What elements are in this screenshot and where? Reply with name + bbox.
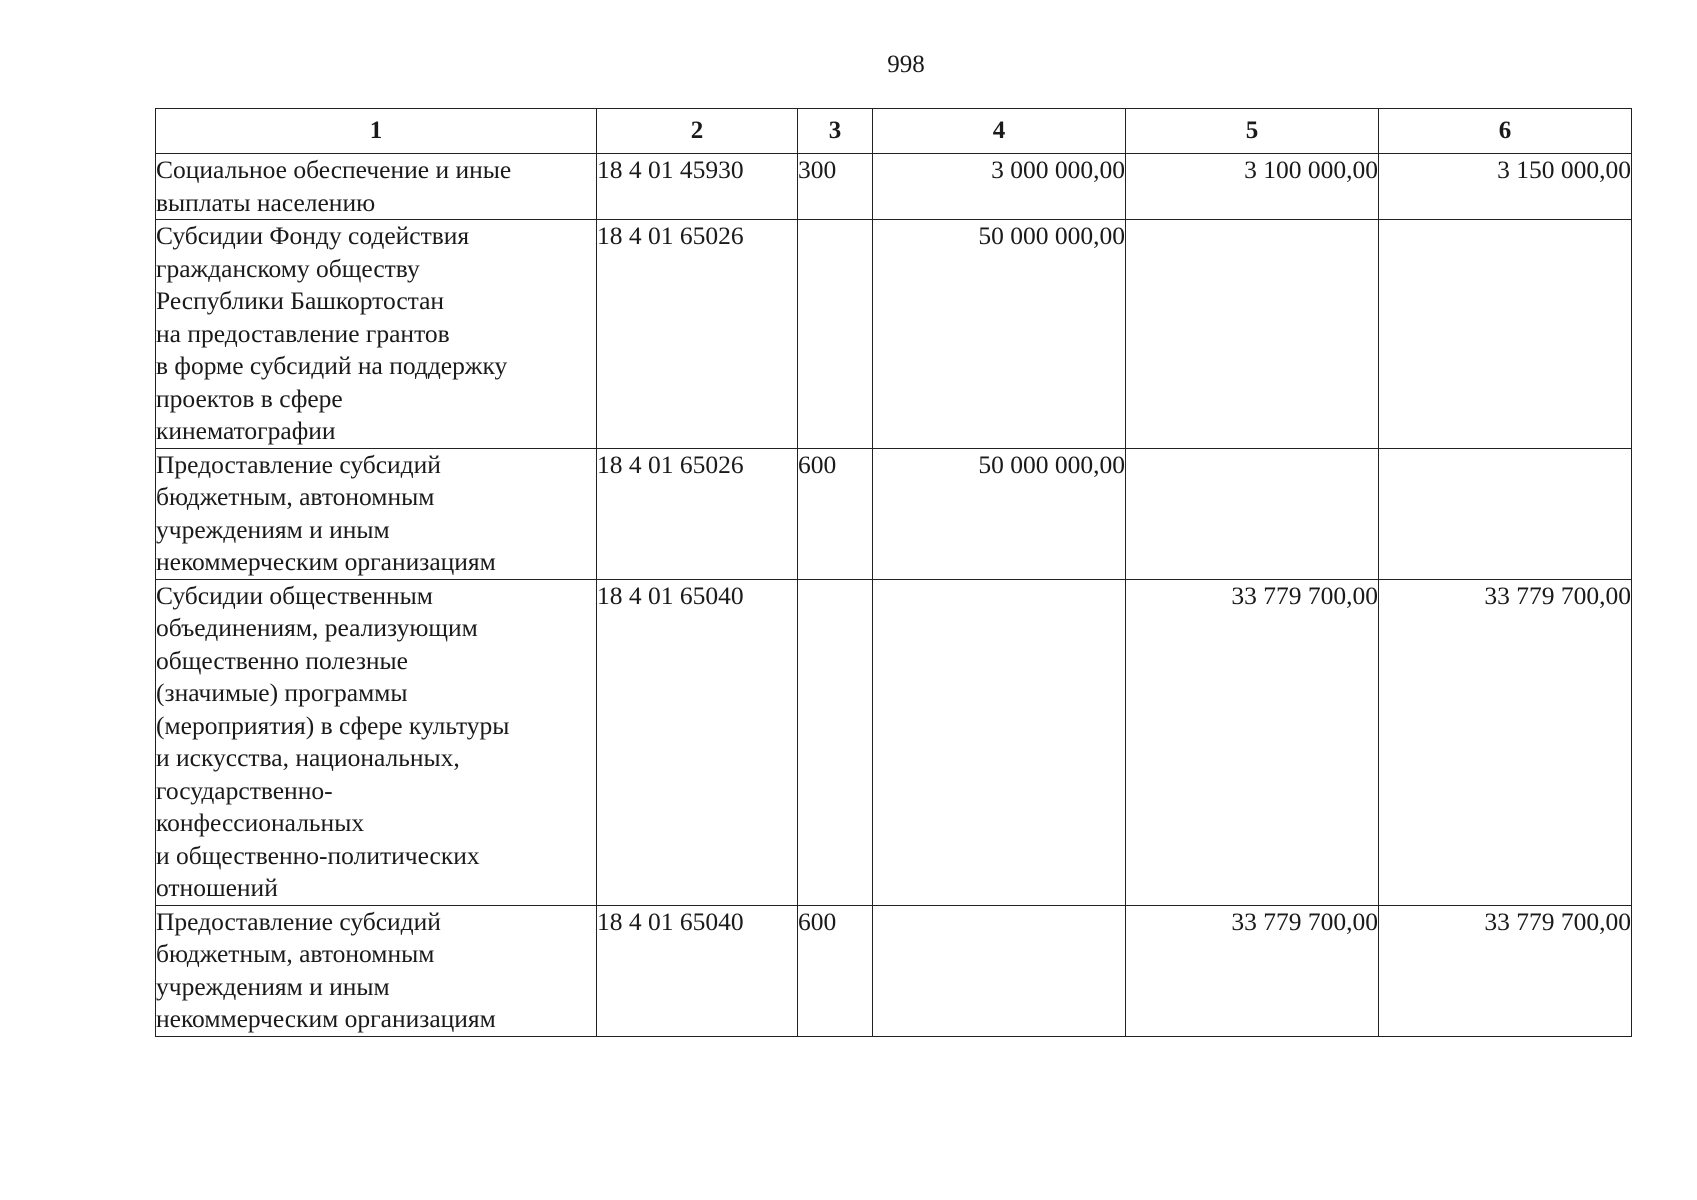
row-name-line: некоммерческим организациям — [156, 547, 496, 576]
row-type-cell: 600 — [798, 448, 873, 579]
row-name-line: Социальное обеспечение и иные — [156, 155, 512, 184]
row-value-4-cell — [873, 579, 1126, 905]
row-value-4-cell: 50 000 000,00 — [873, 448, 1126, 579]
row-type-cell — [798, 220, 873, 449]
row-code-cell: 18 4 01 65026 — [597, 220, 798, 449]
row-value-5-cell — [1126, 448, 1379, 579]
row-value-5-cell — [1126, 220, 1379, 449]
row-name-line: и искусства, национальных, — [156, 743, 460, 772]
row-name-cell — [156, 448, 597, 579]
row-name-line: объединениям, реализующим — [156, 613, 478, 642]
table-row — [156, 154, 1632, 220]
row-value-4-cell: 3 000 000,00 — [873, 154, 1126, 220]
row-value-6-cell — [1379, 220, 1632, 449]
column-header-1: 1 — [156, 109, 597, 154]
row-name-line: бюджетным, автономным — [156, 939, 435, 968]
page-number: 998 — [887, 51, 925, 78]
table-row — [156, 579, 1632, 905]
row-name-line: Предоставление субсидий — [156, 906, 441, 936]
row-type-cell: 600 — [798, 905, 873, 1036]
row-value-5-cell: 3 100 000,00 — [1126, 154, 1379, 220]
row-name-line: Республики Башкортостан — [156, 286, 445, 315]
column-header-3: 3 — [798, 109, 873, 154]
table-row — [156, 448, 1632, 579]
row-name-line: и общественно-политических — [156, 840, 480, 870]
row-name-line: Предоставление субсидий — [156, 449, 441, 479]
column-header-5: 5 — [1126, 109, 1379, 154]
row-type-cell — [798, 579, 873, 905]
row-name-line: выплаты населению — [156, 187, 376, 217]
column-header-4: 4 — [873, 109, 1126, 154]
row-name-line: на предоставление грантов — [156, 318, 450, 348]
row-code-cell: 18 4 01 65040 — [597, 905, 798, 1036]
row-name-line: гражданскому обществу — [156, 253, 420, 283]
row-value-6-cell: 3 150 000,00 — [1379, 154, 1632, 220]
row-name-line: проектов в сфере — [156, 383, 343, 413]
table-row — [156, 905, 1632, 1036]
row-name-line: бюджетным, автономным — [156, 482, 435, 511]
row-name-cell — [156, 154, 597, 220]
row-name-line: в форме субсидий на поддержку — [156, 351, 508, 380]
column-header-6: 6 — [1379, 109, 1632, 154]
row-code-cell: 18 4 01 45930 — [597, 154, 798, 220]
row-code-cell: 18 4 01 65026 — [597, 448, 798, 579]
budget-table — [155, 108, 1632, 1037]
row-name-line: государственно- — [156, 775, 333, 805]
row-name-line: некоммерческим организациям — [156, 1004, 496, 1033]
table-header-row — [156, 109, 1632, 154]
row-name-line: общественно полезные — [156, 645, 408, 675]
row-name-line: отношений — [156, 873, 278, 902]
row-name-line: учреждениям и иным — [156, 971, 390, 1001]
row-name-line: конфессиональных — [156, 808, 365, 837]
table-row — [156, 220, 1632, 449]
column-header-2: 2 — [597, 109, 798, 154]
row-name-line: Субсидии общественным — [156, 580, 433, 610]
row-value-6-cell — [1379, 448, 1632, 579]
row-value-6-cell: 33 779 700,00 — [1379, 579, 1632, 905]
row-code-cell: 18 4 01 65040 — [597, 579, 798, 905]
row-value-4-cell — [873, 905, 1126, 1036]
table-body — [156, 154, 1632, 1037]
row-type-cell: 300 — [798, 154, 873, 220]
row-name-line: (мероприятия) в сфере культуры — [156, 710, 510, 740]
row-name-line: Субсидии Фонду содействия — [156, 221, 470, 250]
row-value-5-cell: 33 779 700,00 — [1126, 579, 1379, 905]
row-name-line: кинематографии — [156, 416, 336, 445]
row-name-line: (значимые) программы — [156, 678, 408, 707]
row-value-5-cell: 33 779 700,00 — [1126, 905, 1379, 1036]
row-name-cell — [156, 905, 597, 1036]
row-value-4-cell: 50 000 000,00 — [873, 220, 1126, 449]
row-name-cell — [156, 220, 597, 449]
row-value-6-cell: 33 779 700,00 — [1379, 905, 1632, 1036]
row-name-line: учреждениям и иным — [156, 514, 390, 544]
row-name-cell — [156, 579, 597, 905]
